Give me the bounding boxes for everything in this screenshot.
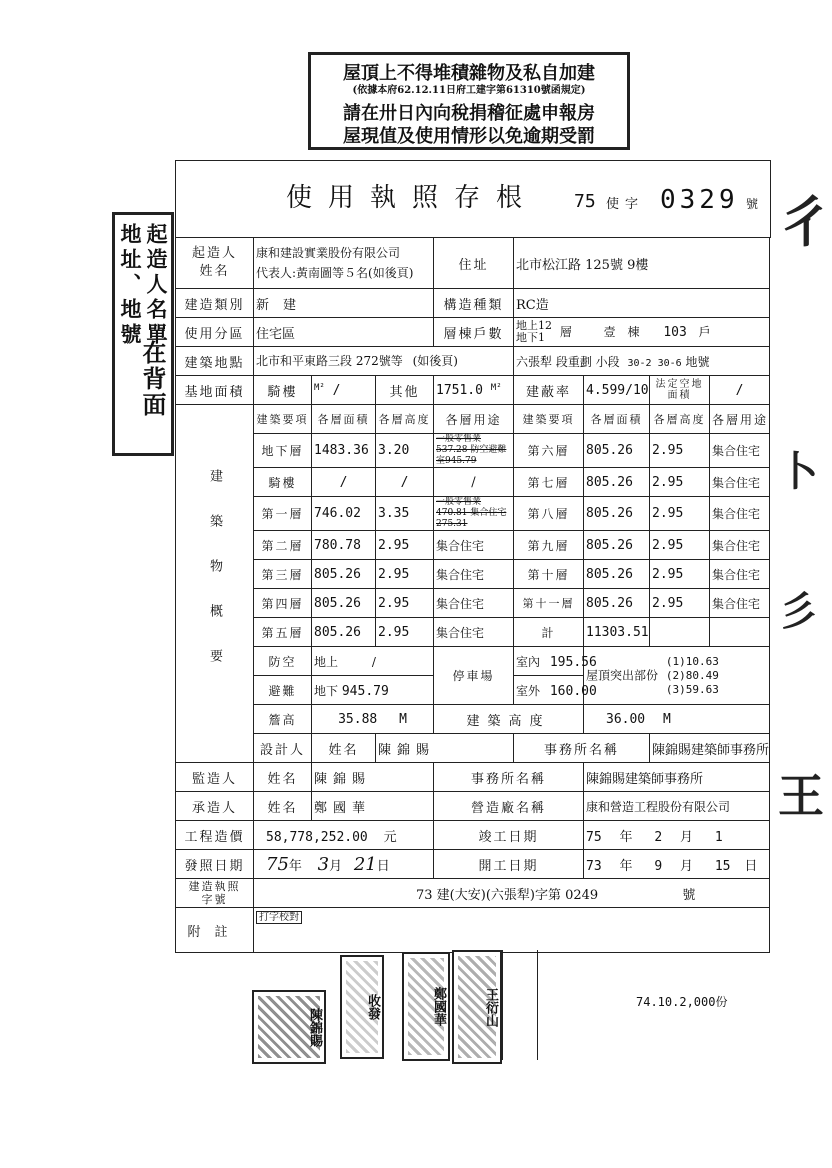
applicant-row	[176, 238, 770, 289]
bldg-height-number: 36.00	[606, 711, 646, 727]
page-title: 使用執照存根	[286, 183, 539, 213]
notes-sub: 打字校對	[256, 911, 302, 924]
structure-label: 構造種類	[434, 289, 514, 318]
license-form-table	[175, 237, 770, 953]
floor-use: 集合住宅	[710, 589, 770, 618]
site-label: 基地面積	[176, 376, 254, 405]
permit-suffix: 號	[682, 887, 696, 903]
floor-use: /	[434, 468, 514, 497]
bldg-height-unit: M	[662, 711, 671, 727]
title-header	[175, 160, 771, 238]
start-year: 73	[586, 858, 602, 874]
floor-height: 2.95	[650, 560, 710, 589]
roof-protrusion	[584, 647, 770, 705]
open-space-above-value: /	[371, 654, 376, 669]
start-month: 9	[654, 858, 663, 874]
shelter-below	[312, 676, 434, 705]
floor-use: 集合住宅	[434, 531, 514, 560]
roof-value-2: (2)80.49	[665, 668, 719, 682]
location-label: 建築地點	[176, 347, 254, 376]
site-area-row	[176, 376, 770, 405]
floor-height	[650, 618, 710, 647]
seal-4-text: 王衍山	[483, 987, 498, 1027]
notes-row	[176, 908, 770, 953]
building-summary-label	[176, 405, 254, 763]
applicant-address: 北市松江路 125號 9樓	[514, 238, 770, 289]
open-space-value: /	[710, 376, 770, 405]
floors-below: 地下1	[516, 331, 545, 344]
other-label: 其他	[376, 376, 434, 405]
floor-area: 805.26	[584, 589, 650, 618]
form-code: 74.10.2,000份	[636, 995, 728, 1009]
open-space-label: 法定空地面積	[650, 376, 710, 405]
notes-value	[254, 908, 770, 953]
notice-line-1: 屋頂上不得堆積雜物及私自加建	[343, 63, 595, 84]
start-day: 15	[714, 858, 731, 874]
contractor-office: 康和營造工程股份有限公司	[584, 792, 770, 821]
issue-year: 75	[266, 853, 289, 875]
roof-value-1: (1)10.63	[665, 654, 719, 668]
floor-label: 第十一層	[514, 589, 584, 618]
arcade-unit: M²	[314, 382, 325, 393]
complete-m: 月	[679, 829, 693, 845]
floor-use: 集合住宅	[710, 497, 770, 531]
build-type-label: 建造類別	[176, 289, 254, 318]
hdr-height-right: 各層高度	[650, 405, 710, 434]
start-label: 開工日期	[434, 850, 584, 879]
side-note-col1: 起造人名單	[144, 223, 169, 348]
floor-total-label: 計	[514, 618, 584, 647]
floor-label: 第五層	[254, 618, 312, 647]
floor-height: 2.95	[376, 618, 434, 647]
contractor-name: 鄭國華	[312, 792, 434, 821]
hdr-area-left: 各層面積	[312, 405, 376, 434]
issue-y: 年	[288, 858, 302, 874]
open-space-row-label: 防空	[254, 647, 312, 676]
margin-glyph-4: 王	[778, 769, 824, 823]
height-row	[176, 705, 770, 734]
designer-name-label: 姓名	[312, 734, 376, 763]
contractor-row	[176, 792, 770, 821]
floor-area: 1483.36	[312, 434, 376, 468]
floor-area: 805.26	[584, 468, 650, 497]
applicant-value	[254, 238, 434, 289]
applicant-label-bottom: 姓名	[199, 264, 230, 279]
supervisor-office-label: 事務所名稱	[434, 763, 584, 792]
notice-line-2: (依據本府62.12.11日府工建字第61310號函規定)	[352, 85, 586, 96]
floor-area: 780.78	[312, 531, 376, 560]
floor-area: 805.26	[312, 618, 376, 647]
floor-use: 集合住宅	[710, 468, 770, 497]
floor-word: 層	[559, 324, 572, 339]
open-space-row	[176, 647, 770, 676]
floor-area: 805.26	[584, 434, 650, 468]
designer-row	[176, 734, 770, 763]
floor-label: 第十層	[514, 560, 584, 589]
start-date	[584, 850, 770, 879]
usage-zone-value: 住宅區	[254, 318, 434, 347]
floor-total-area: 11303.51	[584, 618, 650, 647]
hdr-item-left: 建築要項	[254, 405, 312, 434]
location-note: (如後頁)	[412, 353, 458, 368]
roof-value-3: (3)59.63	[665, 682, 719, 696]
cost-value	[254, 821, 434, 850]
cost-label: 工程造價	[176, 821, 254, 850]
issue-month: 3	[317, 853, 330, 875]
issue-date	[254, 850, 434, 879]
table-row	[176, 497, 770, 531]
table-row	[176, 468, 770, 497]
arcade-value	[312, 376, 376, 405]
floors-above: 地上12	[516, 319, 552, 332]
applicant-company: 康和建設實業股份有限公司	[256, 246, 401, 260]
shelter-below-value: 945.79	[341, 683, 389, 699]
floor-use: 一般零售業537.28 防空避難室945.79	[434, 434, 514, 468]
floor-label: 地下層	[254, 434, 312, 468]
seal-3-text: 鄭國華	[431, 987, 446, 1026]
land-word: 地號	[685, 354, 710, 369]
eave-height-number: 35.88	[338, 711, 378, 727]
seal-stamp-1	[252, 990, 326, 1064]
floor-area: 805.26	[584, 497, 650, 531]
floor-use: 集合住宅	[434, 589, 514, 618]
factory-label: 營造廠名稱	[434, 792, 584, 821]
floor-use: 一般零售業470.81 集合住宅275.31	[434, 497, 514, 531]
permit-number: 73 建(大安)(六張犁)字第 0249	[416, 887, 599, 903]
floor-height: 3.35	[376, 497, 434, 531]
notes-label: 附註	[176, 908, 254, 953]
arcade-label: 騎樓	[254, 376, 312, 405]
floor-table-header	[176, 405, 770, 434]
complete-y: 年	[619, 829, 633, 845]
applicant-representative: 代表人:黃南圖等５名(如後頁)	[256, 266, 414, 280]
designer-office-label: 事務所名稱	[514, 734, 650, 763]
coverage-value: 4.599/10	[584, 376, 650, 405]
floor-use: 集合住宅	[710, 560, 770, 589]
shelter-label: 避難	[254, 676, 312, 705]
seal-1-text: 陳錦賜	[307, 1007, 322, 1047]
indoor-parking	[514, 647, 597, 676]
floor-label: 第八層	[514, 497, 584, 531]
build-type-row	[176, 289, 770, 318]
location-address: 北市和平東路三段 272號等	[256, 353, 403, 368]
floor-label: 第一層	[254, 497, 312, 531]
floor-use: 集合住宅	[434, 560, 514, 589]
issue-m: 月	[329, 858, 343, 874]
bldg-height-value	[584, 705, 770, 734]
floor-use: 集合住宅	[434, 618, 514, 647]
floor-label: 第七層	[514, 468, 584, 497]
floor-height: /	[376, 468, 434, 497]
margin-glyph-2: 卜	[778, 448, 818, 495]
applicant-label	[176, 238, 254, 289]
building-count: 壹	[603, 324, 616, 339]
start-y: 年	[619, 858, 633, 874]
contractor-name-label: 姓名	[254, 792, 312, 821]
license-year: 75	[574, 191, 596, 212]
start-d: 日	[744, 858, 758, 874]
floor-use	[710, 618, 770, 647]
eave-height-value	[312, 705, 434, 734]
floor-area: 746.02	[312, 497, 376, 531]
floor-label: 第二層	[254, 531, 312, 560]
floor-area: 805.26	[312, 560, 376, 589]
usage-zone-row	[176, 318, 770, 347]
other-value	[434, 376, 514, 405]
table-row	[176, 589, 770, 618]
supervisor-row	[176, 763, 770, 792]
floor-area: 805.26	[584, 560, 650, 589]
license-suffix: 號	[746, 197, 759, 211]
floor-area: /	[312, 468, 376, 497]
side-note-stamp	[112, 212, 174, 456]
hdr-item-right: 建築要項	[514, 405, 584, 434]
designer-office: 陳錦賜建築師事務所	[650, 734, 770, 763]
floor-height: 2.95	[650, 434, 710, 468]
outdoor-parking	[514, 676, 597, 705]
supervisor-office: 陳錦賜建築師事務所	[584, 763, 770, 792]
unit-word: 戶	[698, 324, 711, 339]
build-type-value: 新建	[254, 289, 434, 318]
floor-label: 第四層	[254, 589, 312, 618]
supervisor-name-label: 姓名	[254, 763, 312, 792]
issue-day: 21	[353, 853, 377, 875]
outdoor-label: 室外	[516, 683, 541, 698]
hdr-use-left: 各層用途	[434, 405, 514, 434]
eave-height-unit: M	[399, 711, 407, 727]
unit-count: 103	[663, 324, 687, 340]
notice-line-4: 屋現值及使用情形以免逾期受罰	[343, 126, 595, 147]
table-row	[176, 434, 770, 468]
permit-label	[176, 879, 254, 908]
table-row	[176, 618, 770, 647]
other-unit: M²	[490, 382, 502, 393]
license-number: 0329	[660, 185, 739, 215]
margin-glyph-1: 彳	[778, 190, 832, 254]
structure-value: RC造	[514, 289, 770, 318]
outdoor-value: 160.00	[549, 683, 597, 699]
floor-label: 第九層	[514, 531, 584, 560]
permit-row	[176, 879, 770, 908]
parking-label: 停車場	[434, 647, 514, 705]
start-m: 月	[679, 858, 693, 874]
seal-stamp-3	[402, 952, 450, 1061]
notice-line-3: 請在卅日內向稅捐稽征處申報房	[343, 103, 595, 124]
address-label: 住址	[434, 238, 514, 289]
floor-use: 集合住宅	[710, 531, 770, 560]
cost-row	[176, 821, 770, 850]
floor-use: 集合住宅	[710, 434, 770, 468]
land-numbers: 30-2 30-6	[627, 357, 682, 369]
contractor-label: 承造人	[176, 792, 254, 821]
roof-label: 屋頂突出部份	[586, 668, 659, 682]
floor-label: 騎樓	[254, 468, 312, 497]
permit-label-top: 建造執照	[188, 880, 241, 893]
arcade-amount: /	[332, 382, 341, 398]
table-row	[176, 560, 770, 589]
open-space-above	[312, 647, 434, 676]
bldg-height-label: 建築高度	[434, 705, 584, 734]
top-notice-stamp	[308, 52, 630, 150]
cost-unit: 元	[383, 829, 397, 845]
seal-stamp-2	[340, 955, 384, 1059]
complete-month: 2	[654, 829, 663, 845]
floors-label: 層棟戶數	[434, 318, 514, 347]
hdr-use-right: 各層用途	[710, 405, 770, 434]
floor-height: 2.95	[650, 468, 710, 497]
side-note-col3: 在背面	[138, 340, 167, 418]
hdr-area-right: 各層面積	[584, 405, 650, 434]
floor-height: 2.95	[650, 589, 710, 618]
issue-label: 發照日期	[176, 850, 254, 879]
floor-height: 2.95	[376, 589, 434, 618]
permit-label-bottom: 字號	[201, 893, 228, 906]
floors-value	[514, 318, 770, 347]
floor-height: 3.20	[376, 434, 434, 468]
coverage-label: 建蔽率	[514, 376, 584, 405]
seal-2-text: 收發	[365, 994, 380, 1020]
supervisor-name: 陳錦賜	[312, 763, 434, 792]
floor-height: 2.95	[376, 560, 434, 589]
table-row	[176, 531, 770, 560]
floor-height: 2.95	[650, 531, 710, 560]
side-note-col2: 地址、地號	[118, 223, 143, 348]
other-amount: 1751.0	[436, 382, 483, 398]
building-summary-text: 建築物概要	[207, 469, 222, 694]
open-space-above-label: 地上	[314, 654, 339, 669]
designer-name: 陳錦賜	[376, 734, 514, 763]
margin-glyph-3: 彡	[778, 588, 818, 635]
designer-label: 設計人	[254, 734, 312, 763]
floor-height: 2.95	[650, 497, 710, 531]
signature-line	[502, 950, 538, 1060]
complete-label: 竣工日期	[434, 821, 584, 850]
indoor-label: 室內	[516, 654, 541, 669]
location-value	[254, 347, 514, 376]
complete-year: 75	[586, 829, 602, 845]
seal-stamp-4	[452, 950, 502, 1064]
indoor-value: 195.56	[549, 654, 597, 670]
floor-label: 第六層	[514, 434, 584, 468]
cost-amount: 58,778,252.00	[266, 829, 368, 845]
complete-day: 1	[714, 829, 723, 845]
floor-area: 805.26	[312, 589, 376, 618]
floor-height: 2.95	[376, 531, 434, 560]
shelter-below-label: 地下	[314, 683, 339, 698]
floor-label: 第三層	[254, 560, 312, 589]
land-value	[514, 347, 770, 376]
land-text: 六張犁 段重劃 小段	[516, 354, 620, 369]
complete-date	[584, 821, 770, 850]
applicant-label-top: 起造人	[191, 246, 237, 261]
issue-row	[176, 850, 770, 879]
location-row	[176, 347, 770, 376]
supervisor-label: 監造人	[176, 763, 254, 792]
hdr-height-left: 各層高度	[376, 405, 434, 434]
building-word: 棟	[627, 324, 640, 339]
issue-d: 日	[376, 858, 390, 874]
usage-zone-label: 使用分區	[176, 318, 254, 347]
eave-height-label: 簷高	[254, 705, 312, 734]
floor-area: 805.26	[584, 531, 650, 560]
permit-value	[254, 879, 770, 908]
license-word: 使字	[606, 197, 645, 212]
